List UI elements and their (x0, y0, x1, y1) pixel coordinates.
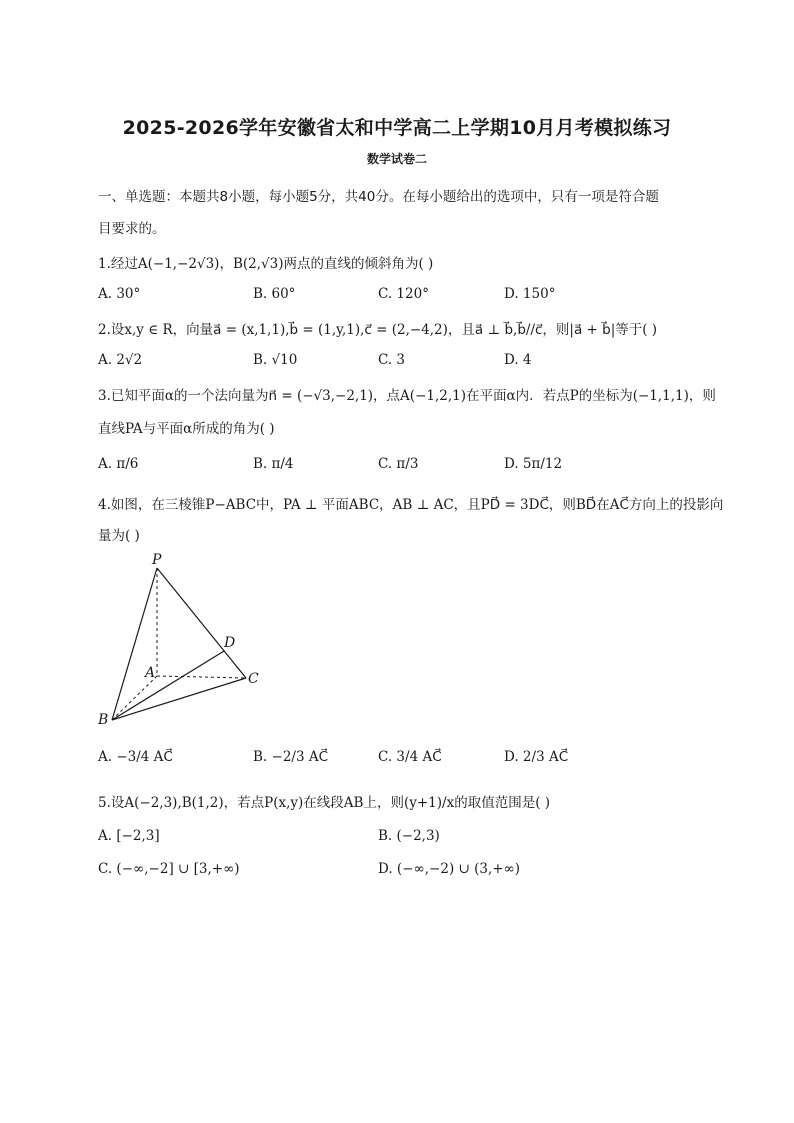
q4-stem-line2: 量为( ) (98, 528, 140, 544)
q5-option-c: C. (−∞,−2] ∪ [3,+∞) (98, 861, 240, 877)
edge-pb (112, 568, 157, 720)
q5-option-d: D. (−∞,−2) ∪ (3,+∞) (378, 861, 521, 877)
q2-option-c: C. 3 (378, 352, 406, 368)
q4-option-b: B. −2/3 AC⃗ (253, 749, 329, 765)
q4-option-d: D. 2/3 AC⃗ (504, 749, 569, 765)
q5-stem: 5.设A(−2,3),B(1,2)，若点P(x,y)在线段AB上，则(y+1)/x的取值范围是( ) (98, 795, 551, 811)
label-d: D (224, 635, 236, 651)
section-heading-line1: 一、单选题：本题共8小题，每小题5分，共40分。在每小题给出的选项中，只有一项是符合题 (98, 189, 659, 205)
section-heading-line2: 目要求的。 (98, 221, 166, 237)
q2-stem: 2.设x,y ∈ R，向量a⃗ = (x,1,1),b⃗ = (1,y,1),c⃗ = (2,−4,2)，且a⃗ ⊥ b⃗,b⃗//c⃗，则|a⃗ + b⃗|等于( ) (98, 322, 658, 338)
q4-stem-line1: 4.如图，在三棱锥P−ABC中，PA ⊥ 平面ABC，AB ⊥ AC，且PD⃗ = 3DC⃗，则BD⃗在AC⃗方向上的投影向 (98, 497, 724, 513)
page-title: 2025-2026学年安徽省太和中学高二上学期10月月考模拟练习 (122, 117, 672, 139)
edge-pc (157, 568, 246, 678)
q3-option-b: B. π/4 (253, 456, 294, 472)
edge-bc (112, 678, 246, 720)
q1-option-d: D. 150° (504, 286, 556, 302)
q2-option-b: B. √10 (253, 352, 298, 368)
q4-option-c: C. 3/4 AC⃗ (378, 749, 442, 765)
label-c: C (248, 671, 259, 687)
q2-option-d: D. 4 (504, 352, 532, 368)
pyramid-figure (95, 550, 270, 725)
label-b: B (98, 712, 109, 725)
q2-option-a: A. 2√2 (98, 352, 143, 368)
q5-option-b: B. (−2,3) (378, 828, 440, 844)
label-p: P (152, 552, 162, 568)
q1-option-c: C. 120° (378, 286, 429, 302)
q3-option-c: C. π/3 (378, 456, 419, 472)
q1-option-b: B. 60° (253, 286, 296, 302)
q1-option-a: A. 30° (98, 286, 141, 302)
q1-stem: 1.经过A(−1,−2√3)，B(2,√3)两点的直线的倾斜角为( ) (98, 256, 434, 272)
q3-stem-line2: 直线PA与平面α所成的角为( ) (98, 421, 275, 437)
page-subtitle: 数学试卷二 (366, 152, 427, 166)
q3-option-d: D. 5π/12 (504, 456, 563, 472)
label-a: A (145, 665, 156, 681)
q3-option-a: A. π/6 (98, 456, 139, 472)
q4-option-a: A. −3/4 AC⃗ (98, 749, 173, 765)
q3-stem-line1: 3.已知平面α的一个法向量为n⃗ = (−√3,−2,1)，点A(−1,2,1)在平面α内．若点P的坐标为(−1,1,1)，则 (98, 388, 716, 404)
edge-ac (157, 676, 246, 678)
q5-option-a: A. [−2,3] (98, 828, 160, 844)
